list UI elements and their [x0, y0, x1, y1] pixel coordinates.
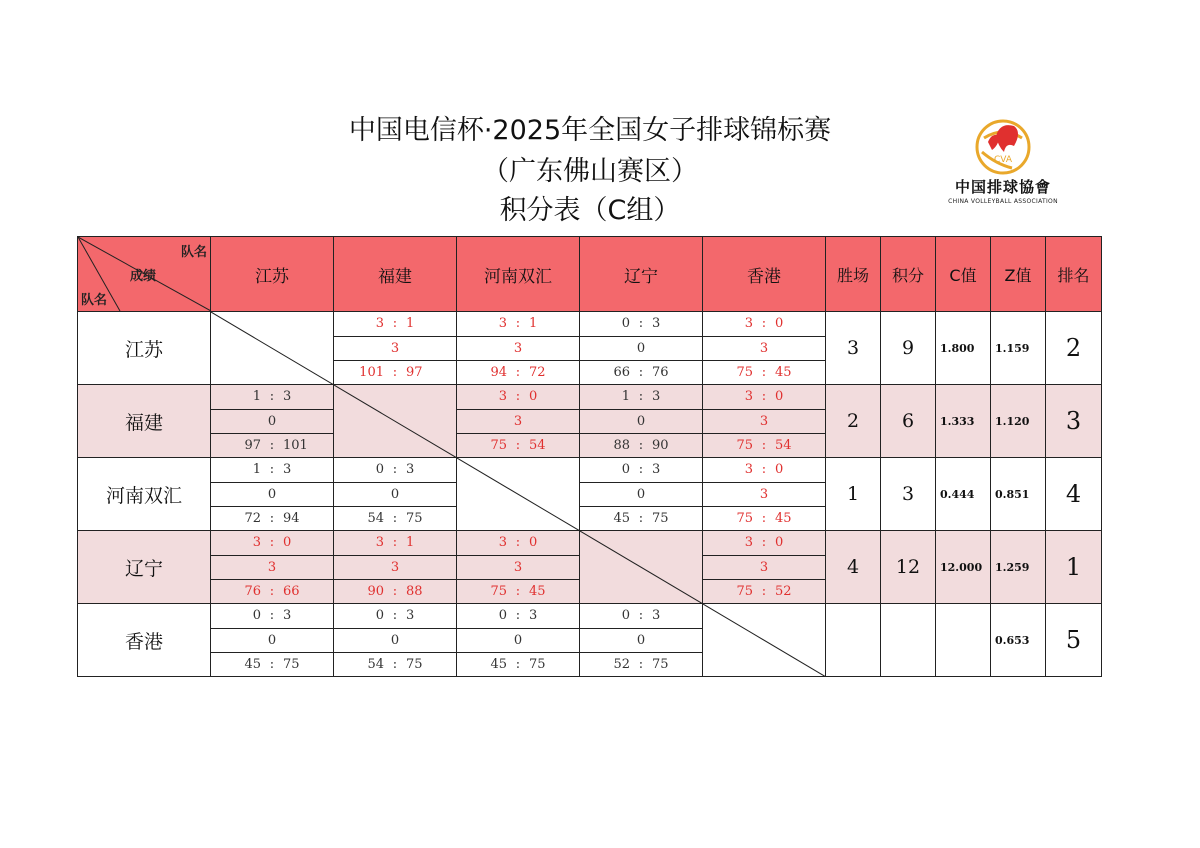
row-team-name: 福建 — [78, 385, 211, 458]
match-result-cell — [580, 312, 703, 385]
c-value-cell: 1.800 — [936, 312, 991, 385]
set-score-a: 0 — [375, 608, 384, 623]
score-colon: : — [392, 584, 398, 599]
set-score-a: 0 — [498, 608, 507, 623]
rally-score-b: 75 — [652, 511, 669, 526]
match-points: 0 — [211, 482, 333, 506]
set-score-a: 3 — [744, 389, 753, 404]
match-result-cell — [457, 531, 580, 604]
points-cell: 9 — [881, 312, 936, 385]
rally-score — [580, 360, 702, 384]
match-points: 3 — [703, 409, 825, 433]
points-cell — [881, 604, 936, 677]
set-score-a: 3 — [744, 535, 753, 550]
rally-score-b: 76 — [652, 365, 669, 380]
rally-score — [334, 579, 456, 603]
rally-score — [334, 360, 456, 384]
set-score-a: 3 — [498, 535, 507, 550]
match-result-cell — [334, 604, 457, 677]
score-colon: : — [761, 389, 767, 404]
rally-score-b: 75 — [529, 657, 546, 672]
set-score-b: 3 — [652, 608, 661, 623]
rally-score-b: 75 — [406, 511, 423, 526]
match-points: 3 — [457, 336, 579, 360]
score-colon: : — [638, 511, 644, 526]
score-colon: : — [269, 584, 275, 599]
score-colon: : — [392, 316, 398, 331]
logo-chinese-name: 中国排球協會 — [954, 178, 1051, 196]
score-colon: : — [515, 535, 521, 550]
points-cell: 6 — [881, 385, 936, 458]
set-score-a: 0 — [621, 608, 630, 623]
set-score-b: 1 — [529, 316, 538, 331]
points-cell: 3 — [881, 458, 936, 531]
col-header-liaoning: 辽宁 — [580, 237, 703, 312]
set-score-b: 3 — [406, 462, 415, 477]
match-result-cell — [457, 312, 580, 385]
set-score-a: 3 — [498, 389, 507, 404]
diagonal-line — [457, 458, 580, 531]
wins-cell: 2 — [826, 385, 881, 458]
diagonal-line — [580, 531, 703, 604]
col-header-henan: 河南双汇 — [457, 237, 580, 312]
col-header-fujian: 福建 — [334, 237, 457, 312]
volleyball-logo-icon — [974, 118, 1032, 176]
match-result-cell — [703, 531, 826, 604]
rally-score — [703, 433, 825, 457]
set-score-a: 3 — [744, 316, 753, 331]
score-colon: : — [761, 316, 767, 331]
set-score-a: 1 — [621, 389, 630, 404]
rally-score-a: 52 — [613, 657, 630, 672]
score-colon: : — [515, 316, 521, 331]
match-points: 3 — [703, 555, 825, 579]
set-score-b: 3 — [529, 608, 538, 623]
rally-score-b: 54 — [529, 438, 546, 453]
set-score-b: 3 — [283, 462, 292, 477]
match-result-cell — [211, 458, 334, 531]
wins-cell: 4 — [826, 531, 881, 604]
set-score-b: 3 — [406, 608, 415, 623]
match-result-cell — [703, 458, 826, 531]
set-score-a: 0 — [621, 316, 630, 331]
rank-cell: 3 — [1046, 385, 1102, 458]
rally-score-a: 54 — [367, 657, 384, 672]
set-score — [334, 312, 456, 336]
title-line-1: 中国电信杯·2025年全国女子排球锦标赛 — [348, 115, 832, 146]
rally-score — [580, 506, 702, 530]
rally-score-a: 76 — [244, 584, 261, 599]
rally-score — [457, 360, 579, 384]
score-colon: : — [269, 608, 275, 623]
rally-score-a: 54 — [367, 511, 384, 526]
rally-score-a: 75 — [736, 584, 753, 599]
set-score — [703, 312, 825, 336]
rally-score — [703, 506, 825, 530]
score-colon: : — [761, 438, 767, 453]
match-points: 3 — [457, 555, 579, 579]
set-score — [211, 385, 333, 409]
table-row — [78, 604, 1102, 677]
set-score-b: 1 — [406, 535, 415, 550]
rally-score — [457, 579, 579, 603]
title-line-3: 积分表（C组） — [499, 195, 681, 226]
rally-score-b: 90 — [652, 438, 669, 453]
cva-logo — [948, 118, 1058, 218]
logo-english-name: CHINA VOLLEYBALL ASSOCIATION — [948, 198, 1058, 205]
match-result-cell — [334, 458, 457, 531]
set-score-b: 0 — [775, 389, 784, 404]
col-header-hongkong: 香港 — [703, 237, 826, 312]
rally-score-b: 75 — [406, 657, 423, 672]
set-score — [211, 531, 333, 555]
score-colon: : — [638, 657, 644, 672]
rally-score-b: 45 — [775, 511, 792, 526]
corner-label-result: 成绩 — [130, 269, 157, 284]
match-points: 0 — [457, 628, 579, 652]
set-score-b: 3 — [652, 389, 661, 404]
set-score-a: 0 — [252, 608, 261, 623]
c-value-cell — [936, 604, 991, 677]
match-result-cell — [580, 385, 703, 458]
set-score-b: 3 — [652, 316, 661, 331]
col-header-jiangsu: 江苏 — [211, 237, 334, 312]
set-score — [703, 385, 825, 409]
score-colon: : — [761, 511, 767, 526]
set-score — [703, 458, 825, 482]
score-colon: : — [392, 365, 398, 380]
set-score — [334, 531, 456, 555]
rally-score-b: 52 — [775, 584, 792, 599]
match-points: 0 — [580, 409, 702, 433]
rally-score — [703, 579, 825, 603]
score-colon: : — [638, 365, 644, 380]
set-score-b: 0 — [775, 462, 784, 477]
rally-score-a: 101 — [359, 365, 384, 380]
match-result-cell — [457, 385, 580, 458]
rally-score — [580, 652, 702, 676]
rally-score — [580, 433, 702, 457]
c-value-cell: 1.333 — [936, 385, 991, 458]
rally-score — [211, 506, 333, 530]
set-score-b: 3 — [283, 389, 292, 404]
col-header-c-value: C值 — [936, 237, 991, 312]
score-colon: : — [269, 657, 275, 672]
set-score-b: 0 — [529, 389, 538, 404]
title-line-2: （广东佛山赛区） — [482, 156, 698, 187]
diagonal-line — [211, 312, 334, 385]
match-points: 3 — [457, 409, 579, 433]
score-colon: : — [269, 511, 275, 526]
score-colon: : — [269, 462, 275, 477]
rally-score-b: 75 — [283, 657, 300, 672]
wins-cell: 1 — [826, 458, 881, 531]
set-score — [580, 604, 702, 628]
match-result-cell — [334, 531, 457, 604]
rally-score-b: 75 — [652, 657, 669, 672]
rally-score — [457, 652, 579, 676]
match-points: 3 — [703, 482, 825, 506]
col-header-rank: 排名 — [1046, 237, 1102, 312]
rally-score — [211, 579, 333, 603]
diagonal-cell — [211, 312, 334, 385]
corner-header — [78, 237, 211, 312]
score-colon: : — [515, 365, 521, 380]
rally-score-a: 75 — [490, 584, 507, 599]
rally-score-a: 45 — [490, 657, 507, 672]
rally-score-a: 97 — [244, 438, 261, 453]
rally-score — [211, 433, 333, 457]
rank-cell: 4 — [1046, 458, 1102, 531]
rally-score-b: 88 — [406, 584, 423, 599]
wins-cell: 3 — [826, 312, 881, 385]
match-result-cell — [580, 604, 703, 677]
match-points: 0 — [211, 628, 333, 652]
score-colon: : — [515, 438, 521, 453]
set-score-a: 1 — [252, 389, 261, 404]
match-result-cell — [211, 604, 334, 677]
rally-score-b: 66 — [283, 584, 300, 599]
rank-cell: 5 — [1046, 604, 1102, 677]
rally-score-b: 45 — [529, 584, 546, 599]
rally-score-a: 45 — [244, 657, 261, 672]
score-colon: : — [515, 389, 521, 404]
score-colon: : — [638, 316, 644, 331]
score-colon: : — [269, 389, 275, 404]
set-score — [580, 385, 702, 409]
rally-score-a: 45 — [613, 511, 630, 526]
col-header-z-value: Z值 — [991, 237, 1046, 312]
standings-table — [77, 236, 1102, 677]
score-colon: : — [392, 608, 398, 623]
match-points: 0 — [580, 482, 702, 506]
set-score-b: 3 — [283, 608, 292, 623]
set-score — [457, 531, 579, 555]
rally-score-b: 101 — [283, 438, 308, 453]
score-colon: : — [638, 608, 644, 623]
set-score-a: 3 — [252, 535, 261, 550]
set-score-a: 3 — [375, 535, 384, 550]
score-colon: : — [269, 438, 275, 453]
set-score-a: 3 — [375, 316, 384, 331]
c-value-cell: 12.000 — [936, 531, 991, 604]
set-score-a: 3 — [744, 462, 753, 477]
set-score-b: 0 — [775, 316, 784, 331]
col-header-points: 积分 — [881, 237, 936, 312]
z-value-cell: 0.851 — [991, 458, 1046, 531]
table-row — [78, 312, 1102, 385]
rally-score-b: 54 — [775, 438, 792, 453]
set-score — [457, 604, 579, 628]
score-colon: : — [638, 438, 644, 453]
diagonal-cell — [703, 604, 826, 677]
z-value-cell: 1.120 — [991, 385, 1046, 458]
set-score — [580, 312, 702, 336]
score-colon: : — [392, 657, 398, 672]
score-colon: : — [761, 462, 767, 477]
match-points: 3 — [703, 336, 825, 360]
match-points: 0 — [211, 409, 333, 433]
c-value-cell: 0.444 — [936, 458, 991, 531]
z-value-cell: 1.259 — [991, 531, 1046, 604]
rank-cell: 1 — [1046, 531, 1102, 604]
col-header-wins: 胜场 — [826, 237, 881, 312]
rally-score-b: 45 — [775, 365, 792, 380]
match-result-cell — [703, 312, 826, 385]
table-row — [78, 385, 1102, 458]
rally-score — [703, 360, 825, 384]
set-score — [457, 312, 579, 336]
score-colon: : — [761, 584, 767, 599]
match-result-cell — [211, 385, 334, 458]
rally-score-a: 94 — [490, 365, 507, 380]
score-colon: : — [392, 511, 398, 526]
table-row — [78, 458, 1102, 531]
set-score-b: 0 — [775, 535, 784, 550]
rally-score-b: 72 — [529, 365, 546, 380]
corner-label-team-bottom: 队名 — [81, 293, 108, 308]
diagonal-line — [334, 385, 457, 458]
match-result-cell — [457, 604, 580, 677]
rally-score — [334, 652, 456, 676]
score-colon: : — [638, 462, 644, 477]
score-colon: : — [392, 462, 398, 477]
points-cell: 12 — [881, 531, 936, 604]
rally-score-a: 66 — [613, 365, 630, 380]
match-points: 0 — [334, 482, 456, 506]
rally-score-a: 72 — [244, 511, 261, 526]
match-points: 0 — [580, 628, 702, 652]
rally-score-b: 94 — [283, 511, 300, 526]
set-score — [457, 385, 579, 409]
set-score-b: 1 — [406, 316, 415, 331]
rally-score — [334, 506, 456, 530]
svg-text:CVA: CVA — [994, 155, 1013, 165]
set-score-b: 3 — [652, 462, 661, 477]
row-team-name: 香港 — [78, 604, 211, 677]
set-score-b: 0 — [283, 535, 292, 550]
table-row — [78, 531, 1102, 604]
score-colon: : — [761, 365, 767, 380]
diagonal-line — [703, 604, 826, 677]
score-colon: : — [638, 389, 644, 404]
z-value-cell: 1.159 — [991, 312, 1046, 385]
set-score — [703, 531, 825, 555]
rally-score-a: 75 — [736, 511, 753, 526]
set-score — [580, 458, 702, 482]
row-team-name: 江苏 — [78, 312, 211, 385]
match-result-cell — [334, 312, 457, 385]
row-team-name: 辽宁 — [78, 531, 211, 604]
rally-score-a: 90 — [367, 584, 384, 599]
match-result-cell — [703, 385, 826, 458]
diagonal-cell — [334, 385, 457, 458]
wins-cell — [826, 604, 881, 677]
set-score — [211, 604, 333, 628]
score-colon: : — [515, 584, 521, 599]
match-result-cell — [211, 531, 334, 604]
match-points: 0 — [580, 336, 702, 360]
row-team-name: 河南双汇 — [78, 458, 211, 531]
rally-score — [211, 652, 333, 676]
rally-score-a: 75 — [490, 438, 507, 453]
rank-cell: 2 — [1046, 312, 1102, 385]
score-colon: : — [269, 535, 275, 550]
score-colon: : — [515, 608, 521, 623]
rally-score-b: 97 — [406, 365, 423, 380]
corner-label-team-top: 队名 — [180, 245, 207, 260]
match-points: 3 — [334, 555, 456, 579]
diagonal-cell — [580, 531, 703, 604]
z-value-cell: 0.653 — [991, 604, 1046, 677]
match-points: 3 — [334, 336, 456, 360]
match-points: 3 — [211, 555, 333, 579]
set-score-a: 0 — [621, 462, 630, 477]
set-score-b: 0 — [529, 535, 538, 550]
rally-score-a: 75 — [736, 365, 753, 380]
set-score-a: 3 — [498, 316, 507, 331]
rally-score-a: 88 — [613, 438, 630, 453]
set-score — [211, 458, 333, 482]
rally-score-a: 75 — [736, 438, 753, 453]
score-colon: : — [392, 535, 398, 550]
set-score — [334, 458, 456, 482]
score-colon: : — [761, 535, 767, 550]
set-score-a: 0 — [375, 462, 384, 477]
match-result-cell — [580, 458, 703, 531]
set-score-a: 1 — [252, 462, 261, 477]
rally-score — [457, 433, 579, 457]
match-points: 0 — [334, 628, 456, 652]
diagonal-cell — [457, 458, 580, 531]
score-colon: : — [515, 657, 521, 672]
set-score — [334, 604, 456, 628]
